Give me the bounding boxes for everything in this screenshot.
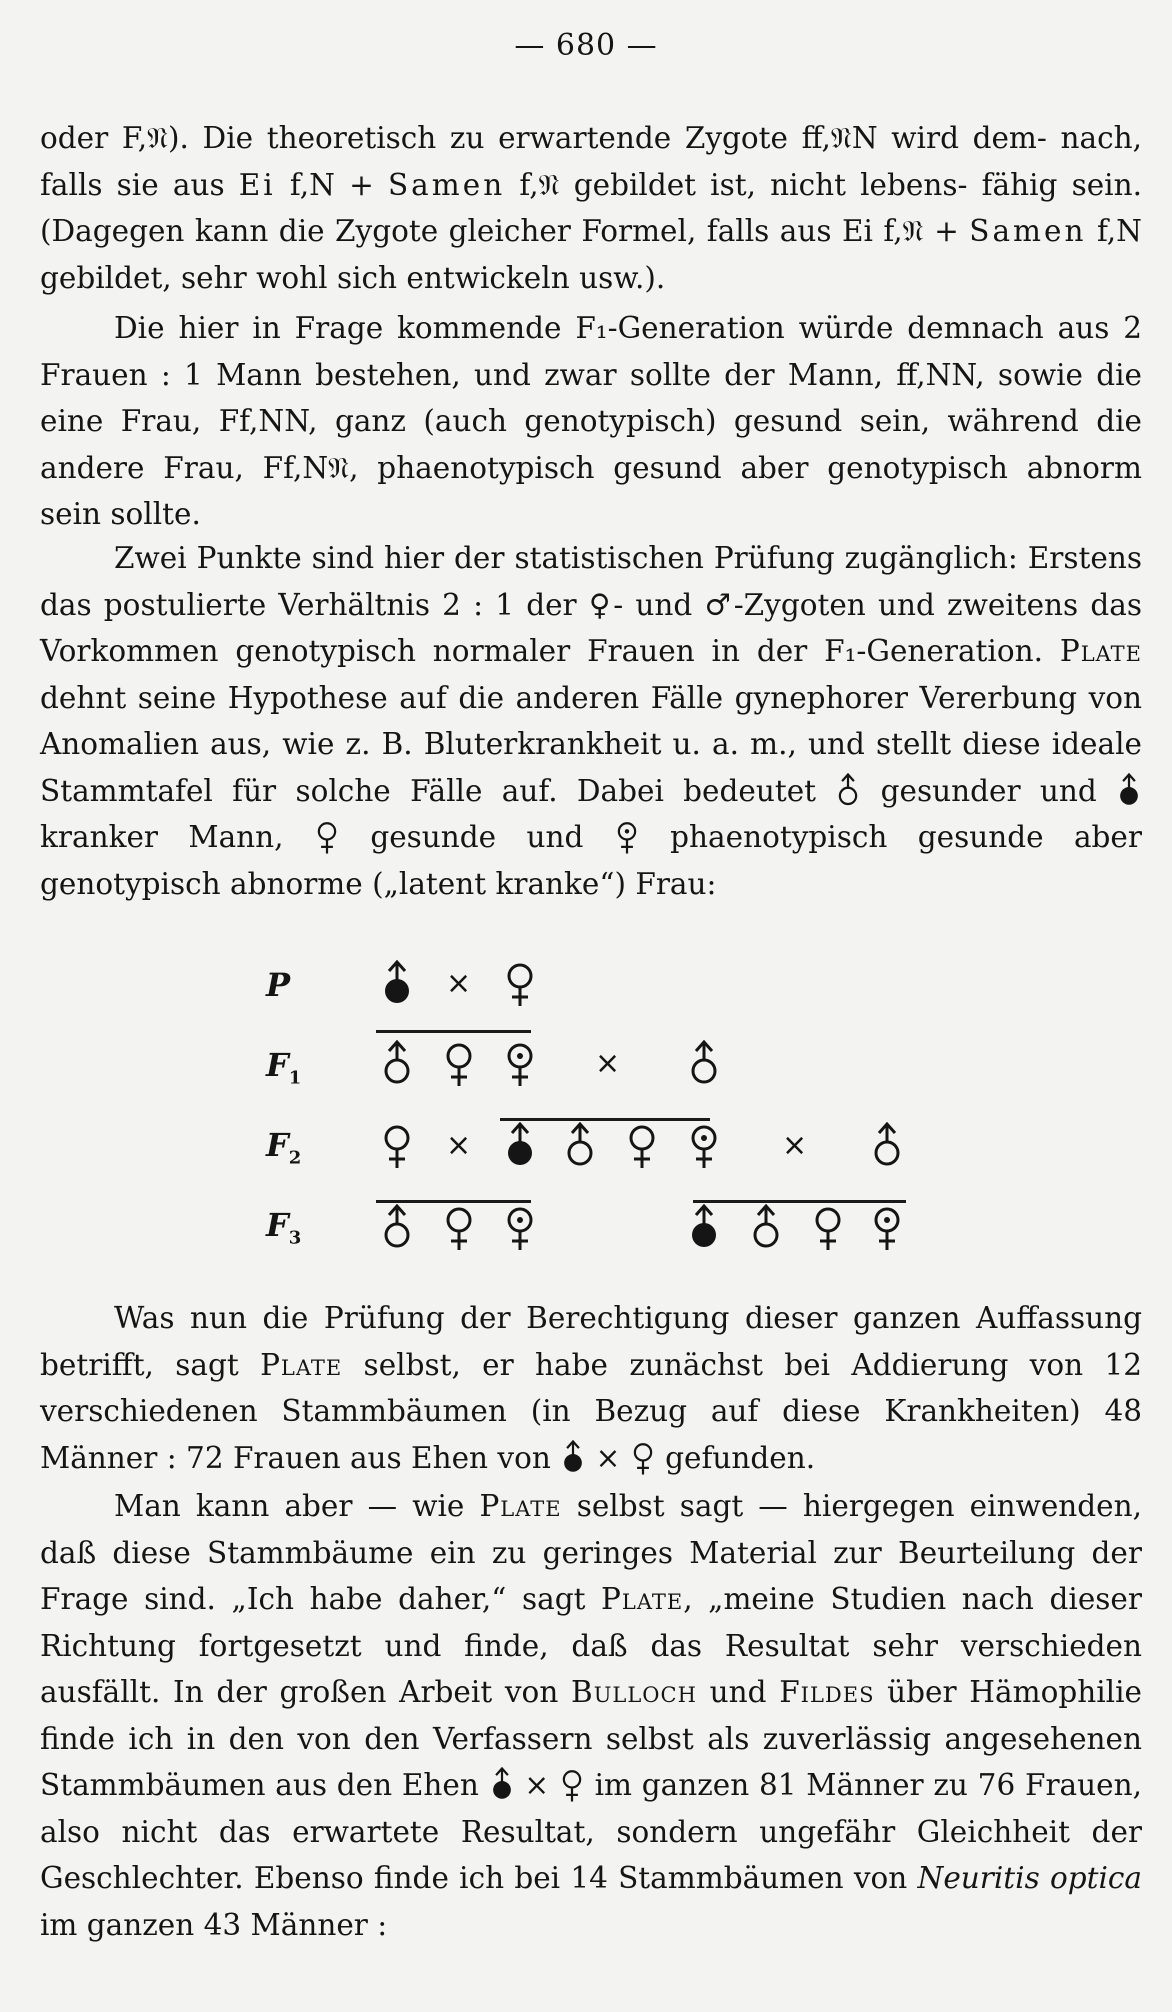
female-icon [380, 1124, 414, 1170]
sick-male-icon [489, 1767, 515, 1801]
paragraph-2 [40, 305, 1142, 538]
sick-male-icon [560, 1440, 586, 1474]
para2-text: Die hier in Frage kommende F₁-Generation würde demnach aus 2 Frauen : 1 Mann bestehen, und zwar sollte der Mann, ff,NN, sowie die eine Frau, Ff,NN, ganz (auch genotypisch) gesund sein, während die andere Frau, Ff,N𝔑, phaenotypisch gesund aber genotypisch abnorm sein sollte. [40, 311, 1142, 531]
paragraph-4: Was nun die Prüfung der Berechtigung dieser ganzen Auffassung betrifft, sagt Plate selbst, er habe zunächst bei Addierung von 12 verschiedenen Stammbäumen (in Bezug auf diese Krankheiten) 48 Männer : 72 Frauen aus Ehen von × gefunden. [40, 1301, 1142, 1475]
mating-bar [693, 1200, 906, 1203]
sick-male-icon [1116, 773, 1142, 807]
mating-bar [376, 1030, 531, 1033]
gen-label-f3: $F_3$ [266, 1206, 302, 1249]
gen-label-f2: $F_2$ [266, 1126, 302, 1169]
healthy-male-icon [749, 1204, 783, 1250]
healthy-male-icon [563, 1122, 597, 1168]
cross-sign: × [446, 1128, 472, 1163]
gen-label-f1: $F_1$ [266, 1046, 302, 1089]
mating-bar [376, 1200, 531, 1203]
healthy-male-icon [380, 1040, 414, 1086]
latent-female-icon [870, 1206, 904, 1252]
latent-female-icon [503, 1206, 537, 1252]
author-plate: Plate [1059, 634, 1142, 668]
mating-bar [500, 1118, 710, 1121]
female-icon [442, 1206, 476, 1252]
sick-male-icon [380, 960, 414, 1006]
paragraph-1: oder F,𝔑). Die theoretisch zu erwartende Zygote ff,𝔑N wird dem- nach, falls sie aus Ei f,N + Samen f,𝔑 gebildet ist, nicht lebens- fähig sein. (Dagegen kann die Zygote gleicher Formel, falls aus Ei f,𝔑 + Samen f,N gebildet, sehr wohl sich entwickeln usw.). [40, 121, 1142, 295]
cross-sign: × [446, 966, 472, 1001]
author-plate: Plate [260, 1347, 343, 1382]
healthy-male-icon [687, 1040, 721, 1086]
author-bulloch: Bulloch [571, 1675, 697, 1709]
sick-male-icon [687, 1204, 721, 1250]
healthy-male-icon [835, 773, 861, 807]
female-icon [442, 1042, 476, 1088]
cross-sign: × [782, 1128, 808, 1163]
gen-label-p: P [266, 966, 291, 1004]
author-plate: Plate [479, 1489, 562, 1523]
author-plate: Plate [601, 1582, 684, 1616]
cross-sign: × [595, 1046, 621, 1081]
para1-line-1: oder F,𝔑). Die theoretisch zu erwartende Zygote ff,𝔑N wird dem- [40, 121, 1047, 155]
pedigree-diagram [0, 960, 1172, 1280]
female-icon [630, 1442, 656, 1476]
healthy-male-icon [870, 1122, 904, 1168]
author-fildes: Fildes [779, 1675, 875, 1709]
female-icon [625, 1124, 659, 1170]
paragraph-3: Zwei Punkte sind hier der statistischen Prüfung zugänglich: Erstens das postulierte Verhältnis 2 : 1 der ♀- und ♂-Zygoten und zweitens das Vorkommen genotypisch normaler Frauen in der F₁-Generation. Plate dehnt seine Hypothese auf die anderen Fälle gynephorer Vererbung von Anomalien aus, wie z. B. Bluterkrankheit u. a. m., und stellt diese ideale Stammtafel für solche Fälle auf. Dabei bedeutet gesunder und kranker Mann, gesunde und phaenotypisch gesunde aber genotypisch abnorme („latent kranke“) Frau: [40, 541, 1142, 901]
sick-male-icon [503, 1122, 537, 1168]
female-icon [811, 1206, 845, 1252]
page-number: — 680 — [514, 28, 658, 63]
disease-name: Neuritis optica [917, 1861, 1143, 1895]
female-icon [314, 821, 340, 855]
latent-female-icon [503, 1042, 537, 1088]
female-icon [503, 962, 537, 1008]
latent-female-icon [687, 1124, 721, 1170]
healthy-male-icon [380, 1204, 414, 1250]
latent-female-icon [614, 821, 640, 855]
female-icon [559, 1769, 585, 1803]
paragraph-5: Man kann aber — wie Plate selbst sagt — hiergegen einwenden, daß diese Stammbäume ein zu geringes Material zur Beurteilung der Frage sind. „Ich habe daher,“ sagt Plate, „meine Studien nach dieser Richtung fortgesetzt und finde, daß das Resultat sehr verschieden ausfällt. In der großen Arbeit von Bulloch und Fildes über Hämophilie finde ich in den von den Verfassern selbst als zuverlässig angesehenen Stammbäumen aus den Ehen × im ganzen 81 Männer zu 76 Frauen, also nicht das erwartete Resultat, sondern ungefähr Gleichheit der Geschlechter. Ebenso finde ich bei 14 Stammbäumen von Neuritis optica im ganzen 43 Männer : [40, 1489, 1143, 1942]
